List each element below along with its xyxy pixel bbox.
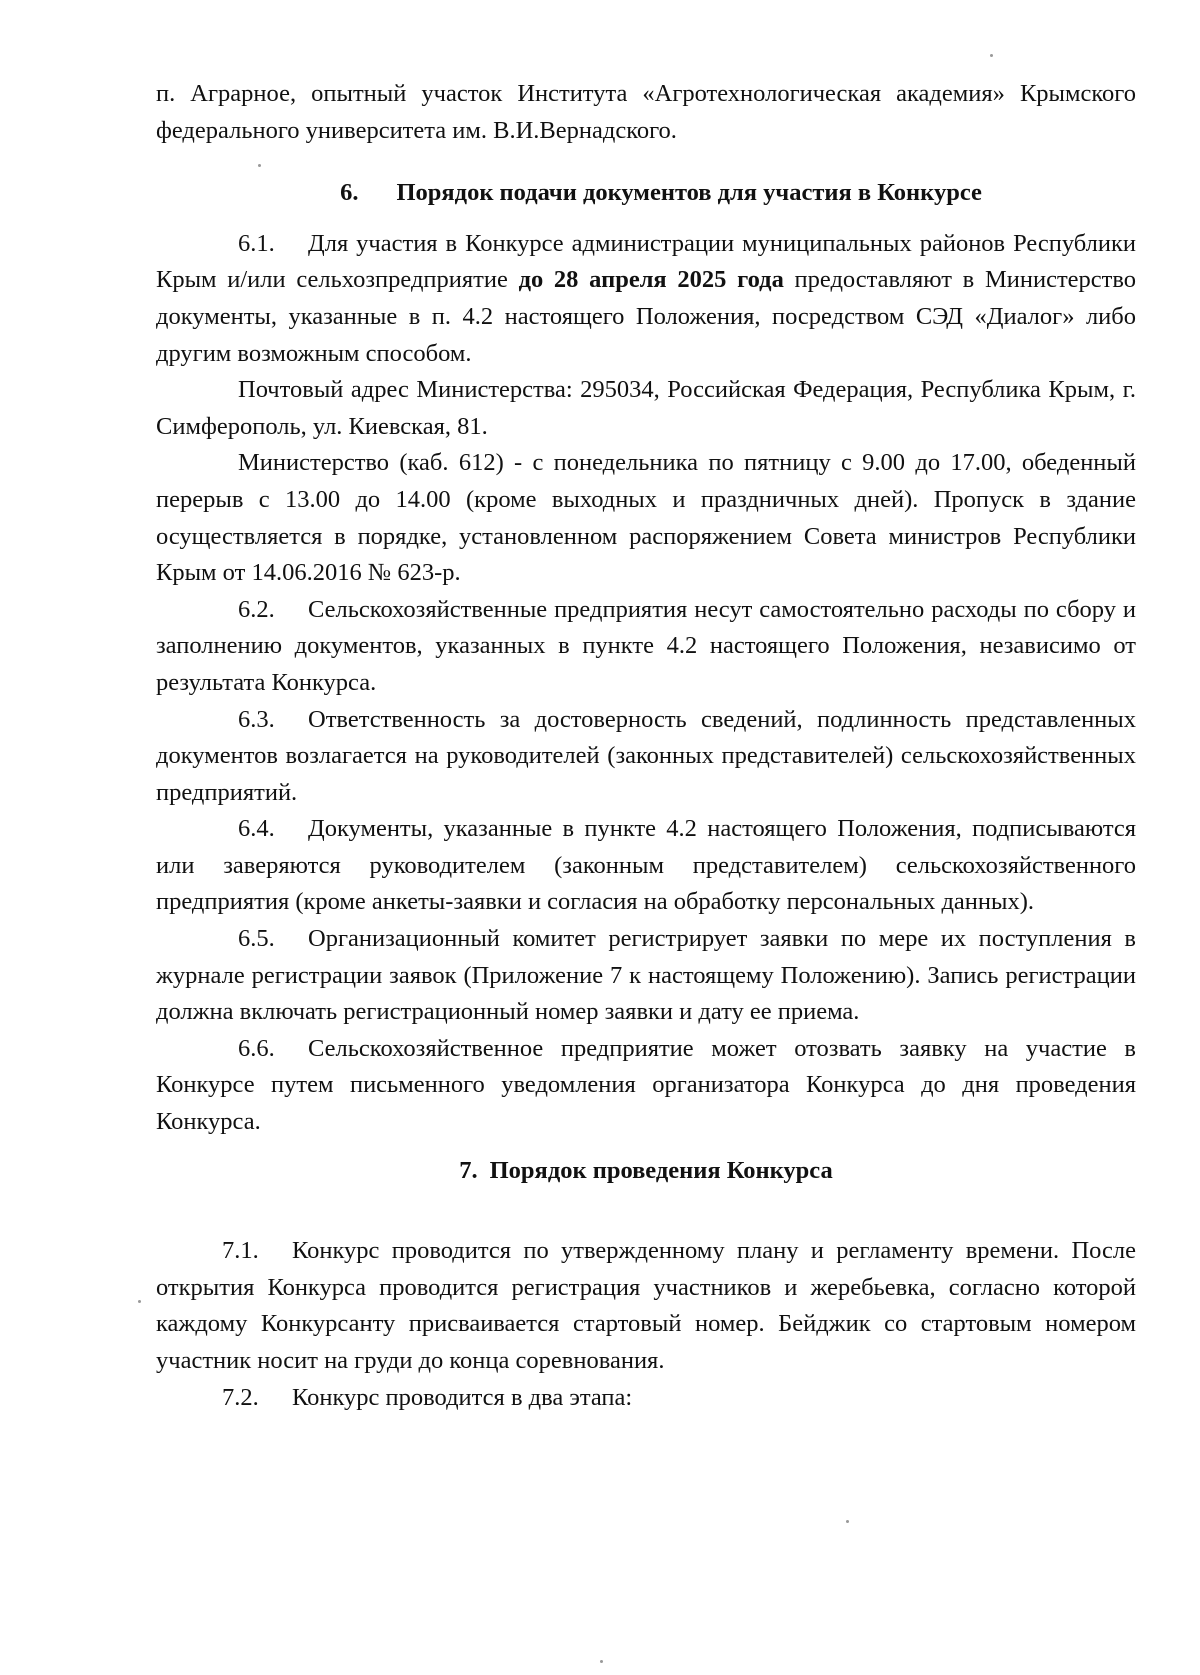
- paragraph-6-3: [156, 702, 1136, 812]
- paragraph-6-5: [156, 921, 1136, 1031]
- section-6-title: Порядок подачи документов для участия в Конкурсе: [396, 179, 982, 207]
- paragraph-6-1-number: 6.1.: [238, 229, 275, 257]
- ministry-hours-paragraph: Министерство (каб. 612) - с понедельника по пятницу с 9.00 до 17.00, обеденный перерыв с 13.00 до 14.00 (кроме выходных и праздничных дней). Пропуск в здание осуществляется в порядке, установленном распоряжением Совета министров Республики Крым от 14.06.2016 № 623-р.: [156, 449, 1136, 587]
- paragraph-6-6-text: Сельскохозяйственное предприятие может отозвать заявку на участие в Конкурсе путем письменного уведомления организатора Конкурса до дня проведения Конкурса.: [156, 1034, 1136, 1136]
- paragraph-6-6: [156, 1031, 1136, 1141]
- section-7-heading: [156, 1153, 1136, 1190]
- paragraph-6-2: [156, 592, 1136, 702]
- scan-speck: [600, 1660, 603, 1663]
- paragraph-7-2: [156, 1380, 1136, 1417]
- paragraph-6-3-number: 6.3.: [238, 705, 275, 733]
- scan-speck: [846, 1520, 849, 1523]
- paragraph-6-5-number: 6.5.: [238, 925, 275, 953]
- paragraph-6-1-deadline: до 28 апреля 2025 года: [518, 266, 784, 294]
- paragraph-6-5-text: Организационный комитет регистрирует заявки по мере их поступления в журнале регистрации заявок (Приложение 7 к настоящему Положению). Запись регистрации должна включать регистрационный номер заявки и дату ее приема.: [156, 925, 1136, 1026]
- scan-speck: [258, 164, 261, 167]
- paragraph-7-1: [156, 1233, 1136, 1379]
- section-7-number: 7.: [459, 1156, 478, 1184]
- paragraph-6-4-number: 6.4.: [238, 815, 275, 843]
- paragraph-7-1-text: Конкурс проводится по утвержденному плану и регламенту времени. После открытия Конкурса проводится регистрация участников и жеребьевка, согласно которой каждому Конкурсанту присваивается стартовый номер. Бейджик со стартовым номером участник носит на груди до конца соревнования.: [156, 1237, 1136, 1374]
- paragraph-6-4: [156, 811, 1136, 921]
- section-6-heading: [156, 175, 1136, 212]
- scan-speck: [990, 54, 993, 57]
- paragraph-7-1-number: 7.1.: [222, 1237, 259, 1265]
- intro-paragraph: п. Аграрное, опытный участок Института «Агротехнологическая академия» Крымского федерального университета им. В.И.Вернадского.: [156, 80, 1136, 144]
- paragraph-6-2-number: 6.2.: [238, 595, 275, 623]
- paragraph-6-1: [156, 226, 1136, 372]
- paragraph-6-4-text: Документы, указанные в пункте 4.2 настоящего Положения, подписываются или заверяются руководителем (законным представителем) сельскохозяйственного предприятия (кроме анкеты-заявки и согласия на обработку персональных данных).: [156, 815, 1136, 916]
- address-paragraph: Почтовый адрес Министерства: 295034, Российская Федерация, Республика Крым, г. Симферополь, ул. Киевская, 81.: [156, 376, 1136, 440]
- paragraph-6-3-text: Ответственность за достоверность сведений, подлинность представленных документов возлагается на руководителей (законных представителей) сельскохозяйственных предприятий.: [156, 705, 1136, 806]
- paragraph-6-6-number: 6.6.: [238, 1034, 275, 1062]
- paragraph-6-1-text-b: предоставляют в Министерство документы, указанные в п. 4.2 настоящего Положения, посредством СЭД «Диалог» либо другим возможным способом.: [156, 266, 1137, 367]
- scan-speck: [138, 1300, 141, 1303]
- paragraph-6-1-text-a: Для участия в Конкурсе администрации муниципальных районов Республики Крым и/или сельхозпредприятие: [156, 229, 1136, 294]
- paragraph-6-2-text: Сельскохозяйственные предприятия несут самостоятельно расходы по сбору и заполнению документов, указанных в пункте 4.2 настоящего Положения, независимо от результата Конкурса.: [156, 595, 1136, 696]
- paragraph-7-2-text: Конкурс проводится в два этапа:: [292, 1383, 633, 1411]
- paragraph-7-2-number: 7.2.: [222, 1383, 259, 1411]
- section-6-number: 6.: [340, 179, 359, 207]
- section-7-title: Порядок проведения Конкурса: [489, 1156, 833, 1184]
